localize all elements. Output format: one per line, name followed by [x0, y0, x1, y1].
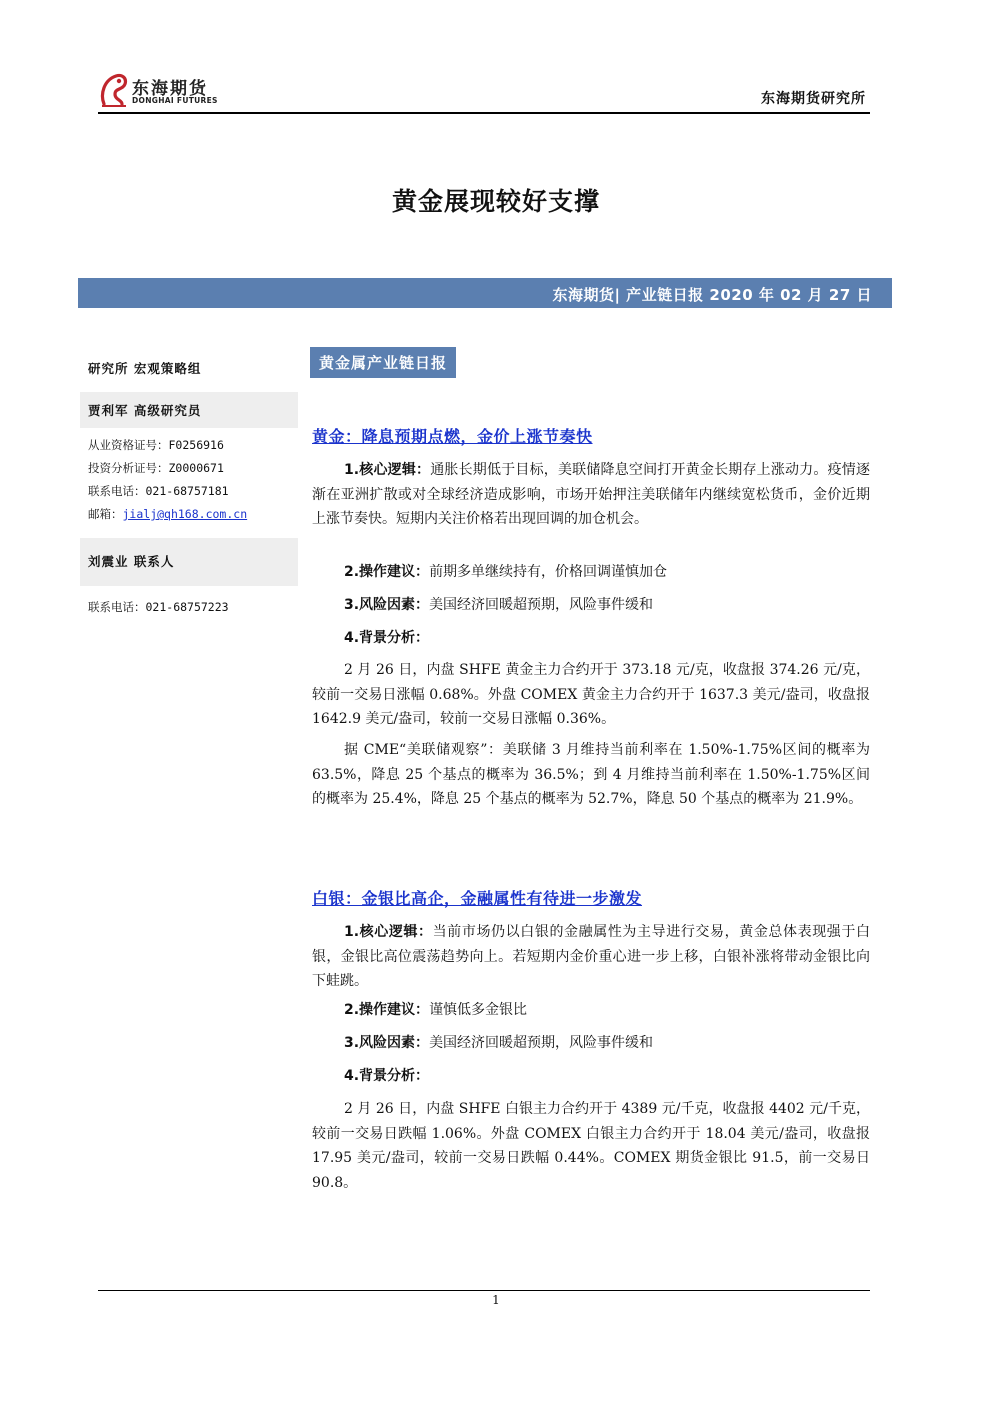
gold-logic-label: 1.核心逻辑： [344, 462, 431, 478]
email-link[interactable]: jialj@qh168.com.cn [122, 507, 248, 521]
analyst-name: 贾利军 高级研究员 [80, 392, 298, 428]
logo-english-name: DONGHAI FUTURES [132, 96, 218, 105]
email-line [80, 503, 298, 526]
footer-divider [98, 1290, 870, 1291]
silver-advice [312, 998, 870, 1023]
gold-risk-text: 美国经济回暖超预期，风险事件缓和 [429, 597, 654, 613]
gold-background-p1: 2 月 26 日，内盘 SHFE 黄金主力合约开于 373.18 元/克，收盘报 374.26 元/克，较前一交易日涨幅 0.68%。外盘 COMEX 黄金主力合约开于 1637.3 美元/盎司，收盘报 1642.9 美元/盎司，较前一交易日涨幅 0.36%。 [312, 662, 870, 727]
gold-advice-label: 2.操作建议： [344, 564, 430, 580]
contact-phone: 联系电话：021-68757223 [88, 600, 229, 614]
dragon-logo-icon [98, 70, 130, 110]
silver-section-title[interactable]: 白银：金银比高企，金融属性有待进一步激发 [312, 889, 643, 908]
gold-core-logic [312, 458, 870, 532]
gold-background-heading [312, 626, 870, 651]
gold-advice-text: 前期多单继续持有，价格回调谨慎加仓 [429, 564, 668, 580]
qualification-cert: 从业资格证号：F0256916 [88, 438, 224, 452]
report-banner [78, 278, 892, 308]
silver-logic-label: 1.核心逻辑： [344, 924, 433, 940]
header-divider [98, 112, 870, 114]
silver-background-p1: 2 月 26 日，内盘 SHFE 白银主力合约开于 4389 元/千克，收盘报 4402 元/千克，较前一交易日跌幅 1.06%。外盘 COMEX 白银主力合约开于 18.04 美元/盎司，收盘报 17.95 美元/盎司，较前一交易日跌幅 0.44%。COMEX 期货金银比 91.5，前一交易日 90.8。 [312, 1101, 870, 1191]
logo-chinese-name: 东海期货 [132, 79, 208, 99]
silver-advice-text: 谨慎低多金银比 [429, 1002, 528, 1018]
silver-risk [312, 1031, 870, 1056]
analyst-phone: 联系电话：021-68757181 [88, 484, 229, 498]
gold-section-title[interactable]: 黄金：降息预期点燃，金价上涨节奏快 [312, 427, 593, 446]
silver-background-heading [312, 1064, 870, 1089]
gold-bg-label: 4.背景分析： [344, 630, 430, 646]
contact-name: 刘震业 联系人 [80, 538, 298, 586]
gold-risk-label: 3.风险因素： [344, 597, 430, 613]
silver-risk-label: 3.风险因素： [344, 1035, 430, 1051]
gold-background-p2: 据 CME“美联储观察”：美联储 3 月维持当前利率在 1.50%-1.75%区间的概率为 63.5%，降息 25 个基点的概率为 36.5%；到 4 月维持当前利率在 1.50%-1.75%区间的概率为 25.4%，降息 25 个基点的概率为 52.7%，降息 50 个基点的概率为 21.9%。 [312, 742, 870, 807]
gold-risk [312, 593, 870, 618]
gold-logic-text: 通胀长期低于目标，美联储降息空间打开黄金长期存上涨动力。疫情逐渐在亚洲扩散或对全球经济造成影响，市场开始押注美联储年内继续宽松货币，金价近期上涨节奏快。短期内关注价格若出现回调的加仓机会。 [312, 462, 870, 527]
silver-core-logic [312, 920, 870, 994]
email-label: 邮箱： [88, 507, 123, 521]
dept-label: 研究所 宏观策略组 [88, 361, 202, 376]
company-logo [98, 70, 228, 110]
institute-name: 东海期货研究所 [761, 91, 866, 107]
investment-cert: 投资分析证号：Z0000671 [88, 461, 224, 475]
silver-logic-text: 当前市场仍以白银的金融属性为主导进行交易，黄金总体表现强于白银，金银比高位震荡趋势向上。若短期内金价重心进一步上移，白银补涨将带动金银比向下蛙跳。 [312, 924, 871, 989]
page-number: 1 [492, 1293, 500, 1307]
document-title: 黄金展现较好支撑 [391, 187, 600, 216]
author-sidebar [80, 350, 298, 619]
banner-text: 东海期货| 产业链日报 2020 年 02 月 27 日 [552, 286, 872, 304]
gold-advice [312, 560, 870, 585]
silver-risk-text: 美国经济回暖超预期，风险事件缓和 [429, 1035, 654, 1051]
report-tag: 黄金属产业链日报 [310, 347, 456, 378]
silver-bg-label: 4.背景分析： [344, 1068, 430, 1084]
silver-advice-label: 2.操作建议： [344, 1002, 430, 1018]
